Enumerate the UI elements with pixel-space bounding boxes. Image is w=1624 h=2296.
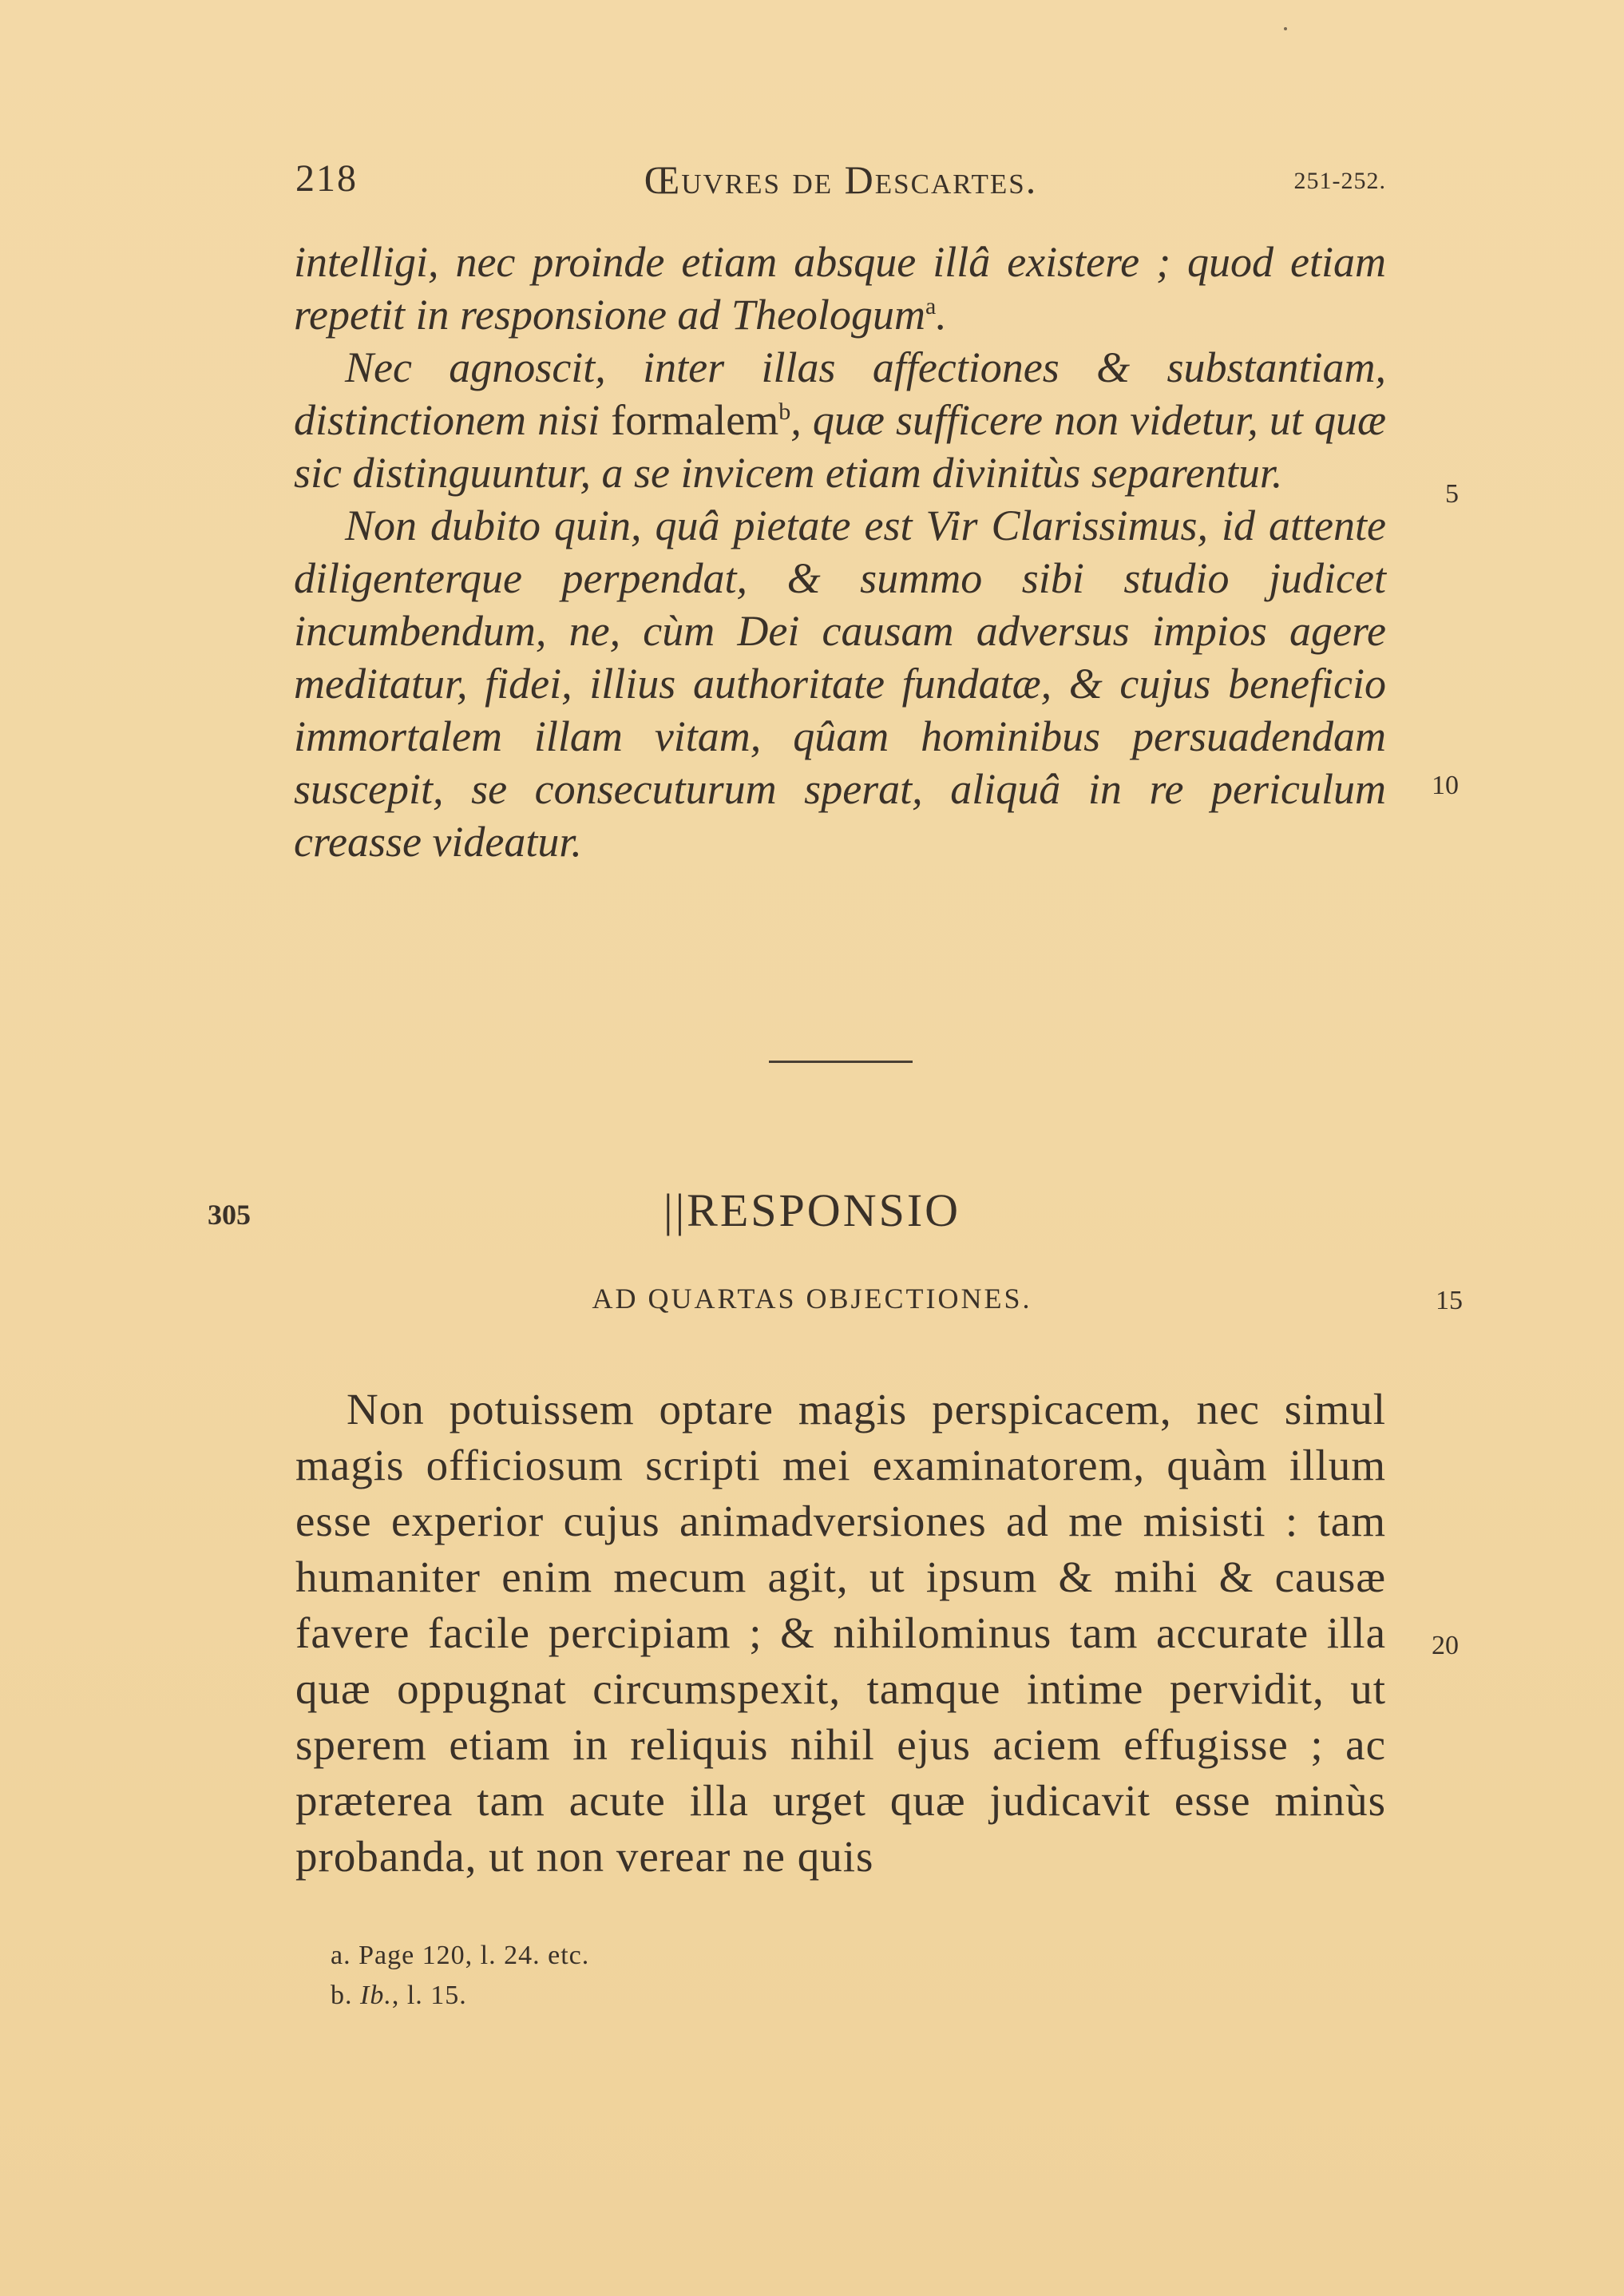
section-divider [769, 1061, 913, 1063]
line-number: 5 [1445, 479, 1459, 509]
line-number: 15 [1436, 1286, 1463, 1315]
running-head [295, 157, 1386, 212]
footnote-label: a. [331, 1941, 351, 1970]
page-range: 251-252. [1293, 168, 1386, 194]
paragraph [294, 236, 1386, 341]
paragraph [294, 341, 1386, 499]
paragraph-text: , quæ sufficere non videtur, ut quæ sic distinguuntur, a se invicem etiam divinitùs separentur. [294, 396, 1387, 497]
line-number: 10 [1432, 771, 1459, 800]
paragraph-text-upright: formalem [611, 396, 779, 444]
footnote-a [331, 1936, 1129, 1976]
objection-text [294, 236, 1386, 868]
paragraph-text: intelligi, nec proinde etiam absque illâ existere ; quod etiam repetit in responsione ad Theologum [294, 238, 1386, 339]
edition-page-marker: 305 [208, 1199, 251, 1231]
footnote-b [331, 1976, 1129, 2016]
footnote-text: Page 120, l. 24. etc. [358, 1941, 590, 1970]
running-title: Œuvres de Descartes. [644, 157, 1038, 202]
paragraph-text: Nec agnoscit, inter illas affectiones & substantiam, distinctionem nisi [294, 343, 1386, 444]
footnote-ref-a: a [925, 293, 937, 319]
footnote-label: b. [331, 1981, 353, 2010]
section-subtitle: AD QUARTAS OBJECTIONES. [592, 1283, 1032, 1315]
footnote-ref-b: b [778, 399, 791, 425]
footnotes [331, 1936, 1129, 2016]
section-title: ||RESPONSIO [663, 1184, 961, 1236]
paper-speck [1284, 27, 1287, 30]
paragraph-text: . [936, 291, 947, 339]
line-number: 20 [1432, 1631, 1459, 1660]
footnote-ibid: Ib. [360, 1981, 392, 2010]
paragraph: Non potuissem optare magis perspicacem, nec simul magis officiosum scripti mei examinatorem, quàm illum esse experior cujus animadversiones ad me misisti : tam humaniter enim mecum agit, ut ipsum & mihi & causæ favere facile percipiam ; & nihilominus tam accurate illa quæ oppugnat circumspexit, tamque intime pervidit, ut sperem etiam in reliquis nihil ejus aciem effugisse ; ac præterea tam acute illa urget quæ judicavit esse minùs probanda, ut non verear ne quis [295, 1385, 1386, 1881]
page-number: 218 [295, 157, 358, 200]
footnote-text: , l. 15. [391, 1981, 467, 2010]
paragraph: Non dubito quin, quâ pietate est Vir Clarissimus, id attente diligenterque perpendat, & summo sibi studio judicet incumbendum, ne, cùm Dei causam adversus impios agere meditatur, fidei, illius authoritate fundatæ, & cujus beneficio immortalem illam vitam, qûam hominibus persuadendam suscepit, se consecuturum sperat, aliquâ in re periculum creasse videatur. [294, 502, 1386, 866]
response-text [295, 1382, 1386, 1885]
